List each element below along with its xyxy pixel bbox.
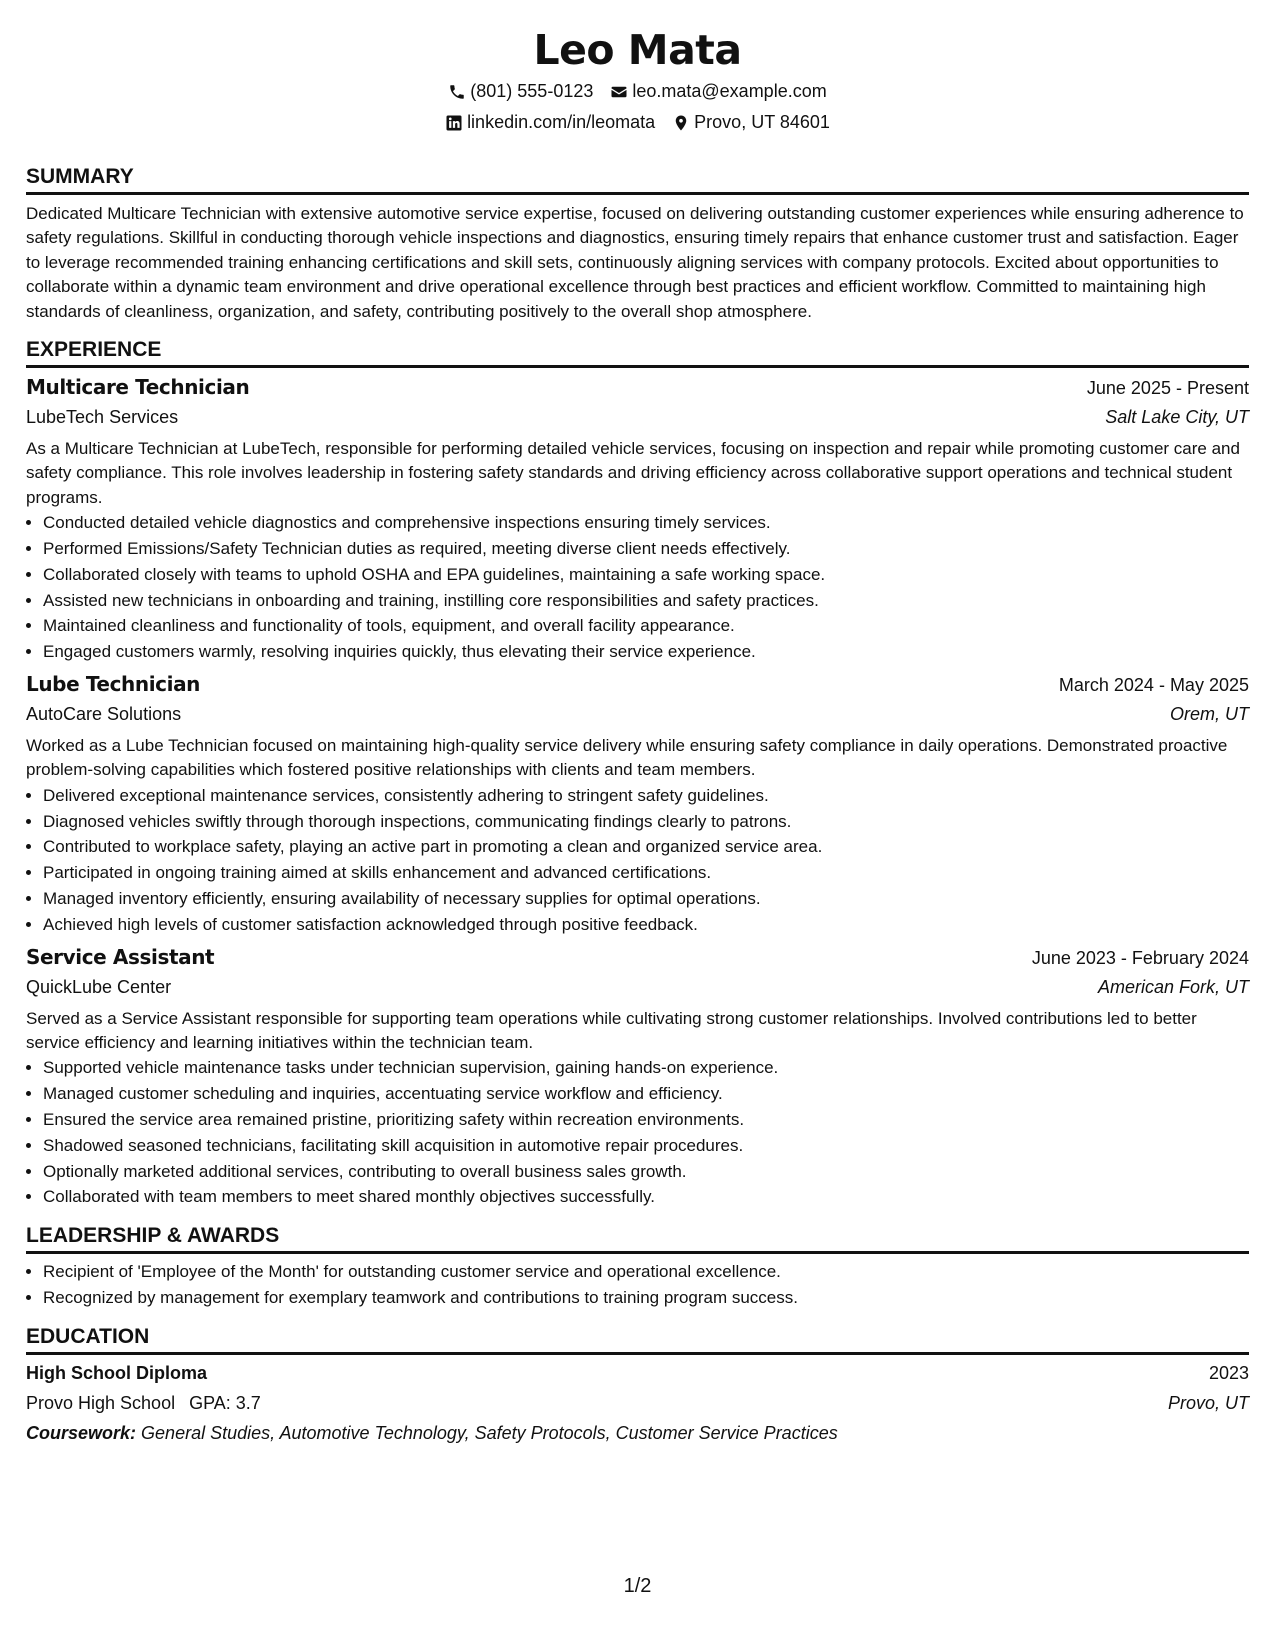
- job-bullets: [26, 1055, 1249, 1210]
- page-number: 1/2: [623, 1575, 652, 1597]
- education-school-row: [26, 1388, 1249, 1418]
- contact-row-1: [26, 76, 1249, 107]
- phone-number: (801) 555-0123: [470, 81, 594, 101]
- job-company-row: [26, 402, 1249, 432]
- list-item: • Managed customer scheduling and inquiries, accentuating service workflow and efficiency.: [43, 1081, 1249, 1107]
- coursework-label: Coursework:: [26, 1422, 137, 1443]
- list-item: • Participated in ongoing training aimed at skills enhancement and advanced certifications.: [43, 860, 1249, 886]
- job-title-row: [26, 669, 1249, 699]
- section-title-leadership: LEADERSHIP & AWARDS: [26, 1221, 1249, 1254]
- job-location: Salt Lake City, UT: [1105, 407, 1249, 428]
- coursework-list: General Studies, Automotive Technology, Safety Protocols, Customer Service Practices: [141, 1422, 838, 1443]
- education-location: Provo, UT: [1167, 1392, 1249, 1413]
- job-title-row: [26, 942, 1249, 972]
- education-school-group: [26, 1388, 261, 1418]
- phone-icon: [448, 83, 466, 101]
- list-item: • Supported vehicle maintenance tasks under technician supervision, gaining hands-on experience.: [43, 1055, 1249, 1081]
- location-text: Provo, UT 84601: [694, 112, 830, 132]
- email-address[interactable]: leo.mata@example.com: [632, 81, 827, 101]
- list-item: • Maintained cleanliness and functionality of tools, equipment, and overall facility appearance.: [43, 613, 1249, 639]
- envelope-icon: [610, 83, 628, 101]
- list-item: • Collaborated with team members to meet shared monthly objectives successfully.: [43, 1184, 1249, 1210]
- job-company-row: [26, 972, 1249, 1002]
- job-bullets: [26, 783, 1249, 938]
- education-degree: High School Diploma: [26, 1362, 208, 1383]
- linkedin-url[interactable]: linkedin.com/in/leomata: [467, 112, 656, 132]
- education-gpa: GPA: 3.7: [189, 1392, 261, 1413]
- list-item: • Collaborated closely with teams to uphold OSHA and EPA guidelines, maintaining a safe working space.: [43, 562, 1249, 588]
- list-item: • Engaged customers warmly, resolving inquiries quickly, thus elevating their service experience.: [43, 639, 1249, 665]
- phone-contact: [448, 76, 593, 107]
- job-title: Lube Technician: [26, 672, 201, 697]
- resume-page: [26, 0, 1249, 1448]
- linkedin-icon: [445, 114, 463, 132]
- list-item: • Performed Emissions/Safety Technician duties as required, meeting diverse client needs effectively.: [43, 536, 1249, 562]
- job-title: Multicare Technician: [26, 375, 250, 400]
- list-item: • Achieved high levels of customer satisfaction acknowledged through positive feedback.: [43, 912, 1249, 938]
- job-dates: June 2025 - Present: [1086, 378, 1249, 399]
- job-entry: [26, 669, 1249, 938]
- education-school: Provo High School: [26, 1392, 176, 1413]
- job-description: As a Multicare Technician at LubeTech, responsible for performing detailed vehicle services, focusing on inspection and repair while promoting customer care and safety compliance. This role involves leadership in fostering safety standards and driving efficiency across collaborative support operations and technical student programs.: [26, 439, 1240, 507]
- job-description: Served as a Service Assistant responsible for supporting team operations while cultivating strong customer relationships. Involved contributions led to better service efficiency and learning initiatives within the technician team.: [26, 1008, 1197, 1053]
- list-item: • Assisted new technicians in onboarding and training, instilling core responsibilities and safety practices.: [43, 588, 1249, 614]
- resume-header: [26, 24, 1249, 138]
- list-item: • Conducted detailed vehicle diagnostics and comprehensive inspections ensuring timely services.: [43, 510, 1249, 536]
- candidate-name: Leo Mata: [533, 26, 742, 74]
- list-item: • Diagnosed vehicles swiftly through thorough inspections, communicating findings clearly to patrons.: [43, 809, 1249, 835]
- job-company-row: [26, 699, 1249, 729]
- education-degree-row: [26, 1358, 1249, 1388]
- job-dates: March 2024 - May 2025: [1058, 675, 1249, 696]
- list-item: • Recognized by management for exemplary teamwork and contributions to training program success.: [43, 1285, 1249, 1311]
- contact-row-2: [26, 107, 1249, 138]
- job-title: Service Assistant: [26, 944, 215, 969]
- list-item: • Managed inventory efficiently, ensuring availability of necessary supplies for optimal operations.: [43, 886, 1249, 912]
- list-item: • Shadowed seasoned technicians, facilitating skill acquisition in automotive repair procedures.: [43, 1133, 1249, 1159]
- job-bullets: [26, 510, 1249, 665]
- email-contact[interactable]: [610, 76, 826, 107]
- section-title-summary: SUMMARY: [26, 162, 1249, 195]
- job-entry: [26, 372, 1249, 665]
- education-year: 2023: [1208, 1362, 1249, 1383]
- leadership-bullets: [26, 1259, 1249, 1311]
- job-entry: [26, 942, 1249, 1211]
- job-company: AutoCare Solutions: [26, 704, 182, 725]
- section-title-education: EDUCATION: [26, 1322, 1249, 1355]
- job-company: LubeTech Services: [26, 407, 179, 428]
- job-description: Worked as a Lube Technician focused on maintaining high-quality service delivery while ensuring safety compliance in daily operations. Demonstrated proactive problem-solving capabilities which fostered positive relationships with clients and team members.: [26, 736, 1228, 780]
- list-item: • Optionally marketed additional services, contributing to overall business sales growth.: [43, 1159, 1249, 1185]
- education-coursework: [26, 1418, 1249, 1448]
- linkedin-contact[interactable]: [445, 107, 655, 138]
- list-item: • Ensured the service area remained pristine, prioritizing safety within recreation environments.: [43, 1107, 1249, 1133]
- job-dates: June 2023 - February 2024: [1031, 947, 1249, 968]
- location-contact: [672, 107, 830, 138]
- job-location: Orem, UT: [1170, 704, 1249, 725]
- job-title-row: [26, 372, 1249, 402]
- map-pin-icon: [672, 114, 690, 132]
- summary-text: Dedicated Multicare Technician with extensive automotive service expertise, focused on delivering outstanding customer experiences while ensuring adherence to safety regulations. Skillful in conducting thorough vehicle inspections and diagnostics, ensuring timely repairs that enhance customer trust and satisfaction. Eager to leverage recommended training enhancing certifications and skill sets, continuously aligning services with company protocols. Excited about opportunities to collaborate within a dynamic team environment and drive operational excellence through best practices and efficient workflow. Committed to maintaining high standards of cleanliness, organization, and safety, contributing positively to the overall shop atmosphere.: [26, 204, 1244, 321]
- list-item: • Contributed to workplace safety, playing an active part in promoting a clean and organized service area.: [43, 834, 1249, 860]
- list-item: • Recipient of 'Employee of the Month' for outstanding customer service and operational excellence.: [43, 1259, 1249, 1285]
- job-company: QuickLube Center: [26, 976, 172, 997]
- section-title-experience: EXPERIENCE: [26, 335, 1249, 368]
- list-item: • Delivered exceptional maintenance services, consistently adhering to stringent safety guidelines.: [43, 783, 1249, 809]
- job-location: American Fork, UT: [1097, 976, 1249, 997]
